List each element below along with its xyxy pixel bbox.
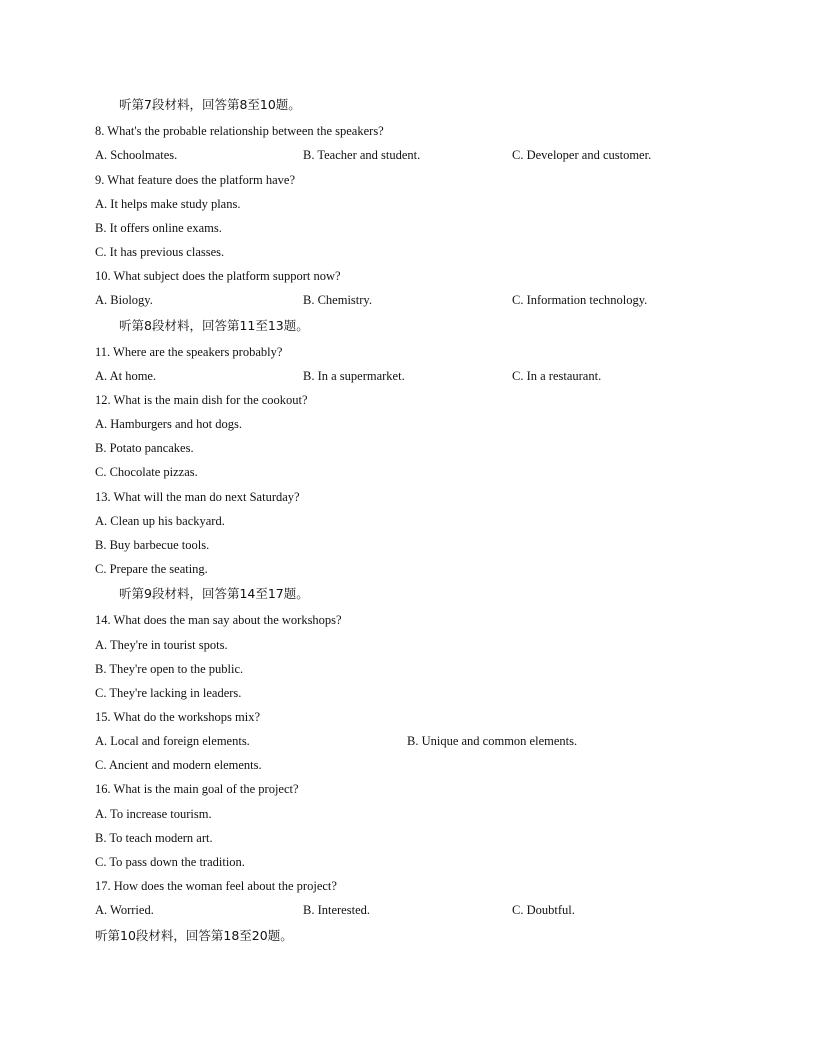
option-8-b: B. Teacher and student. xyxy=(303,148,421,162)
question-10: 10. What subject does the platform support now? xyxy=(95,269,341,283)
option-10-a: A. Biology. xyxy=(95,293,153,307)
section-8-instruction: 听第8段材料，回答第11至13题。 xyxy=(119,318,309,333)
option-15-c: C. Ancient and modern elements. xyxy=(95,758,262,772)
question-10-options xyxy=(95,292,735,308)
option-15-b: B. Unique and common elements. xyxy=(407,734,578,748)
question-17-options xyxy=(95,902,735,918)
option-17-b: B. Interested. xyxy=(303,903,370,917)
option-13-a: A. Clean up his backyard. xyxy=(95,514,225,528)
question-9: 9. What feature does the platform have? xyxy=(95,173,296,187)
option-9-b: B. It offers online exams. xyxy=(95,221,222,235)
question-11-options xyxy=(95,368,735,384)
option-16-b: B. To teach modern art. xyxy=(95,831,213,845)
option-12-c: C. Chocolate pizzas. xyxy=(95,465,198,479)
option-14-c: C. They're lacking in leaders. xyxy=(95,686,242,700)
option-8-c: C. Developer and customer. xyxy=(512,148,652,162)
section-10-instruction: 听第10段材料，回答第18至20题。 xyxy=(95,928,293,943)
question-17: 17. How does the woman feel about the project? xyxy=(95,879,337,893)
question-15: 15. What do the workshops mix? xyxy=(95,710,261,724)
section-7-instruction: 听第7段材料，回答第8至10题。 xyxy=(119,97,301,112)
option-8-a: A. Schoolmates. xyxy=(95,148,178,162)
question-8: 8. What's the probable relationship between the speakers? xyxy=(95,124,384,138)
option-17-a: A. Worried. xyxy=(95,903,154,917)
option-16-c: C. To pass down the tradition. xyxy=(95,855,245,869)
question-15-options-row-1 xyxy=(95,733,735,749)
option-17-c: C. Doubtful. xyxy=(512,903,575,917)
option-10-c: C. Information technology. xyxy=(512,293,648,307)
question-8-options xyxy=(95,147,735,163)
option-9-a: A. It helps make study plans. xyxy=(95,197,241,211)
question-13: 13. What will the man do next Saturday? xyxy=(95,490,300,504)
option-13-c: C. Prepare the seating. xyxy=(95,562,208,576)
option-11-a: A. At home. xyxy=(95,369,157,383)
question-12: 12. What is the main dish for the cookout? xyxy=(95,393,308,407)
section-9-instruction: 听第9段材料，回答第14至17题。 xyxy=(119,586,309,601)
option-14-b: B. They're open to the public. xyxy=(95,662,244,676)
option-14-a: A. They're in tourist spots. xyxy=(95,638,228,652)
option-10-b: B. Chemistry. xyxy=(303,293,372,307)
question-14: 14. What does the man say about the workshops? xyxy=(95,613,342,627)
option-12-b: B. Potato pancakes. xyxy=(95,441,194,455)
option-13-b: B. Buy barbecue tools. xyxy=(95,538,210,552)
option-12-a: A. Hamburgers and hot dogs. xyxy=(95,417,242,431)
option-9-c: C. It has previous classes. xyxy=(95,245,225,259)
option-16-a: A. To increase tourism. xyxy=(95,807,212,821)
option-11-c: C. In a restaurant. xyxy=(512,369,602,383)
question-11: 11. Where are the speakers probably? xyxy=(95,345,283,359)
option-11-b: B. In a supermarket. xyxy=(303,369,405,383)
question-16: 16. What is the main goal of the project? xyxy=(95,782,299,796)
option-15-a: A. Local and foreign elements. xyxy=(95,734,250,748)
